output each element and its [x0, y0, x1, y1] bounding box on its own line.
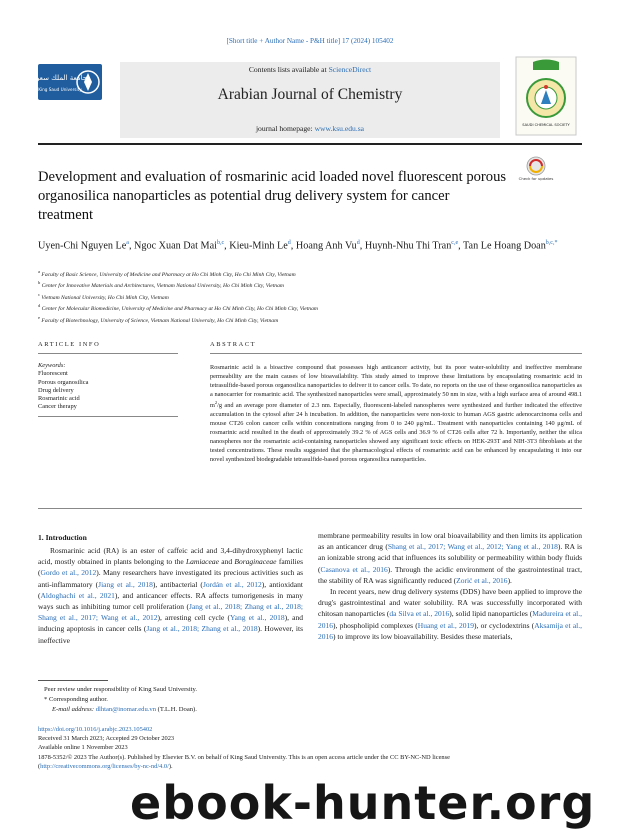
keywords-label: Keywords: — [38, 362, 66, 369]
citation-link[interactable]: Aldoghachi et al., 2021 — [40, 590, 115, 600]
affiliation-text: Vietnam National University, Ho Chi Minh City, Vietnam — [41, 294, 169, 301]
affiliation-text: Faculty of Basic Science, University of Medicine and Pharmacy at Ho Chi Minh City, Ho Chi Minh City, Vietnam — [41, 271, 296, 278]
affiliation-marker: c — [38, 291, 40, 297]
affiliation — [38, 279, 578, 290]
chemical-society-text: SAUDI CHEMICAL SOCIETY — [522, 123, 570, 127]
intro-text: ). RA is an ionizable strong acid that influences its solubility or permeability within body fluids ( — [318, 542, 582, 574]
author[interactable]: Hoang Anh Vu — [295, 240, 357, 252]
abstract-rule — [210, 353, 582, 354]
affiliation-marker: e — [38, 314, 40, 320]
author-affil-marker[interactable]: d — [356, 240, 360, 246]
homepage-line — [120, 124, 500, 133]
doi-link[interactable]: https://doi.org/10.1016/j.arabjc.2023.105402 — [38, 726, 153, 733]
author-affil-marker[interactable]: a — [126, 240, 129, 246]
author[interactable]: Ngoc Xuan Dat Mai — [134, 240, 217, 252]
intro-paragraph — [38, 545, 303, 646]
affiliation — [38, 291, 578, 302]
citation-link[interactable]: Jordán et al., 2012 — [202, 579, 262, 589]
keyword: Cancer therapy — [38, 403, 77, 411]
author[interactable]: Tan Le Hoang Doan — [463, 240, 546, 252]
intro-text: ), solid lipid nanoparticles ( — [449, 609, 533, 619]
peer-review-note: Peer review under responsibility of King Saud University. — [44, 686, 198, 693]
intro-text: ), arresting cell cycle ( — [157, 613, 230, 623]
ksu-logo-english: King Saud University — [38, 87, 82, 92]
email-suffix: (T.L.H. Doan). — [156, 706, 197, 713]
affiliation-marker: a — [38, 269, 40, 274]
article-meta-footer — [38, 725, 582, 771]
intro-text: ), and anticancer effects. RA affects tumorigenesis in many ways such as inhibiting tumor cell proliferation ( — [38, 590, 303, 612]
affiliation-marker: d — [38, 303, 41, 309]
intro-text: membrane permeability results in low oral bioavailability and then limits its application as an anticancer drug ( — [318, 531, 582, 552]
intro-text: ) to improve its low bioavailability. Besides these materials, — [333, 631, 513, 641]
intro-text: ), and inducing apoptosis in cancer cells ( — [38, 613, 304, 634]
chemical-society-emblem-icon — [515, 56, 577, 136]
article-info-heading: ARTICLE INFO — [38, 341, 101, 348]
citation-link[interactable]: da Silva et al., 2016 — [389, 609, 450, 619]
ksu-logo-icon — [32, 58, 102, 106]
affiliation-text: Faculty of Biotechnology, University of Science, Vietnam National University, Ho Chi Minh City, Vietnam — [41, 317, 279, 324]
available-online: Available online 1 November 2023 — [38, 744, 128, 752]
italic-term: Boraginaceae — [234, 557, 277, 567]
intro-text: ), phospholipid complexes ( — [333, 620, 418, 630]
author[interactable]: Kieu-Minh Le — [229, 240, 288, 252]
license-link-line — [38, 762, 582, 771]
affiliation — [38, 268, 578, 279]
keywords-bottom-rule — [38, 416, 178, 417]
footnote-rule — [38, 680, 108, 681]
intro-left-column — [38, 545, 303, 646]
citation-link[interactable]: Zorić et al., 2016 — [456, 575, 508, 585]
corresponding-author-note: * Corresponding author. — [44, 696, 108, 703]
affiliation — [38, 314, 578, 325]
author-affil-marker[interactable]: c,e — [451, 240, 459, 246]
citation-link[interactable]: Jang et al., 2018; Zhang et al., 2018; Shang et al., 2017; Wang et al., 2012 — [38, 602, 303, 623]
license-text: 1878-5352/© 2023 The Author(s). Published by Elsevier B.V. on behalf of King Saud University. This is an open access article under the CC BY-NC-ND license — [38, 753, 450, 761]
license-link[interactable]: http://creativecommons.org/licenses/by-nc-nd/4.0/ — [40, 762, 169, 770]
intro-text: ). Many researchers have investigated its precious activities such as anti-inflammatory ( — [38, 568, 303, 589]
saudi-chemical-society-logo — [515, 56, 577, 136]
author[interactable]: Huynh-Nhu Thi Tran — [364, 240, 452, 252]
author-affil-marker[interactable]: d — [287, 240, 291, 246]
citation-link[interactable]: Yang et al., 2018 — [229, 613, 285, 623]
footnotes — [38, 685, 303, 715]
keyword: Drug delivery — [38, 386, 74, 394]
contents-prefix: Contents lists available at — [248, 65, 329, 74]
abstract-text — [210, 364, 582, 464]
keywords-block — [38, 362, 178, 412]
affiliation-marker: b — [38, 280, 41, 286]
intro-text: Rosmarinic acid (RA) is an ester of caffeic acid and 3,4-dihydroxyphenyl lactic acid, mostly obtained in plants belonging to the — [38, 546, 303, 567]
affiliation — [38, 302, 578, 313]
author-affil-marker[interactable]: b,c — [216, 240, 225, 246]
author[interactable]: Uyen-Chi Nguyen Le — [38, 240, 127, 252]
intro-paragraph — [318, 530, 582, 586]
license-paren-close: ). — [168, 762, 173, 770]
check-for-updates-button[interactable] — [518, 155, 554, 187]
journal-title: Arabian Journal of Chemistry — [217, 86, 403, 103]
intro-paragraph — [318, 586, 582, 642]
masthead-rule — [38, 143, 582, 145]
intro-text: families ( — [38, 557, 303, 578]
keyword: Rosmarinic acid — [38, 395, 80, 403]
running-head: [Short title + Author Name - P&H title] 17 (2024) 105402 — [226, 37, 394, 45]
keyword: Porous organosilica — [38, 378, 89, 386]
received-dates: Received 31 March 2023; Accepted 29 October 2023 — [38, 735, 175, 743]
article-info-rule — [38, 353, 178, 354]
homepage-prefix: journal homepage: — [255, 124, 315, 133]
citation-link[interactable]: Madureira et al., 2016 — [318, 609, 582, 630]
intro-text: ), or cyclodextrins ( — [474, 620, 535, 630]
abstract-part-1: Rosmarinic acid is a bioactive compound that possesses high anticancer activity, but its poor water-solubility and ineffective membrane permeability are the main causes of low bioavailability. This study aimed to improve these limitations by encapsulating rosmarinic acid in tetrasulfide-based porous organosilica nanoparticles to deliver it to cancer cells. To date, no reports on the use of these organosilica nanoparticles as a nanocarrier for rosmarinic acid. The synthesized nanoparticles were small, approximately 50 nm in size, with a high surface area of around — [210, 364, 582, 398]
author-affil-marker[interactable]: b,c,* — [545, 240, 558, 246]
email-note — [38, 705, 303, 715]
surface-area-value: 498.1 m — [210, 390, 582, 410]
citation-link[interactable]: Casanova et al., 2016 — [320, 564, 388, 574]
abstract-heading: ABSTRACT — [210, 341, 257, 348]
check-updates-icon — [518, 155, 554, 187]
homepage-link[interactable]: www.ksu.edu.sa — [314, 124, 365, 133]
intro-text: ). However, its ineffective — [38, 624, 304, 645]
contents-line — [120, 65, 500, 74]
citation-link[interactable]: Huang et al., 2019 — [417, 620, 475, 630]
intro-heading-text: 1. Introduction — [38, 533, 87, 542]
intro-text: In recent years, new drug delivery systems (DDS) have been applied to improve the drug's gastrointestinal and water solubility. RA was successfully incorporated with chitosan nanoparticles ( — [318, 587, 582, 619]
intro-right-column — [318, 530, 582, 642]
italic-term: Lamiaceae — [186, 557, 219, 567]
citation-link[interactable]: Jiang et al., 2018 — [98, 579, 153, 589]
intro-text: ). — [507, 575, 512, 585]
email-label: E-mail address: — [52, 706, 96, 713]
affiliation-text: Center for Molecular Biomedicine, University of Medicine and Pharmacy at Ho Chi Minh City, Ho Chi Minh City, Vietnam — [41, 306, 318, 313]
affiliation-text: Center for Innovative Materials and Architectures, Vietnam National University, Ho Chi Minh City, Vietnam — [41, 283, 284, 290]
email-link[interactable]: dlhtan@inomar.edu.vn — [95, 706, 156, 713]
ksu-logo-arabic: جامعة الملك سعود — [32, 74, 88, 82]
intro-text: ), antibacterial ( — [152, 579, 203, 589]
intro-text: and — [218, 557, 235, 567]
watermark-text: ebook-hunter.org — [130, 776, 596, 830]
citation-link[interactable]: Jang et al., 2018; Zhang et al., 2018 — [146, 624, 258, 634]
abstract-part-2: /g and an average pore diameter of 2.3 nm. Especially, fluorescent-labeled nanospheres were synthesized and further indicated the effective accumulation in the cytosol after 24 h incubation. In addition, the nanoparticles were non-toxic to human AGS gastric adenocarcinoma cells and mouse CT26 colon cancer cells within concentrations ranging from 0 to 240 μg/mL. Treatment with nanoparticles containing 140 μg/mL of rosmarinic acid resulted in the death of approximately 39.2 % of AGS cells and 36.9 % of CT26 cells after 72 h. Importantly, neither the silica nanospheres nor the rosmarinic acid-containing nanoparticles showed any significant toxic effects on HEK-293T and NIH-3T3 fibroblasts at the tested concentrations. These results suggested that the pharmacological effects of rosmarinic acid can be enhanced by encapsulating it into our novel synthesized biodegradable tetrasulfide-based porous organosilica nanoparticles. — [210, 402, 582, 463]
citation-link[interactable]: Shang et al., 2017; Wang et al., 2012; Yang et al., 2018 — [387, 542, 558, 552]
citation-link[interactable]: Aksamija et al., 2016 — [318, 620, 582, 641]
ksu-logo — [32, 58, 102, 106]
check-updates-label: Check for updates — [518, 176, 554, 181]
sciencedirect-link[interactable]: ScienceDirect — [328, 65, 372, 74]
citation-link[interactable]: Gordo et al., 2012 — [40, 568, 97, 578]
keyword: Fluorescent — [38, 370, 68, 378]
intro-text: ). Through the acidic environment of the gastrointestinal tract, the stability of RA was significantly reduced ( — [318, 564, 582, 585]
affiliation-list — [38, 268, 578, 325]
article-title: Development and evaluation of rosmarinic acid loaded novel fluorescent porous organosilica nanoparticles as potential drug delivery system for cancer treatment — [38, 169, 507, 223]
intro-text: ), antioxidant ( — [38, 579, 303, 600]
abstract-bottom-rule — [38, 508, 582, 509]
author-list: Uyen-Chi Nguyen Le$^a$, Ngoc Xuan Dat Mai$^{b,c}$, Kieu-Minh Le$^d$, Hoang Anh Vu$^d$, Huynh-Nhu Thi Tran$^{c,e}$, Tan Le Hoang Doan$^{b,c,*}$ — [38, 240, 558, 252]
surface-area-exponent: 2 — [214, 400, 218, 406]
license-paren-open: ( — [38, 762, 41, 770]
